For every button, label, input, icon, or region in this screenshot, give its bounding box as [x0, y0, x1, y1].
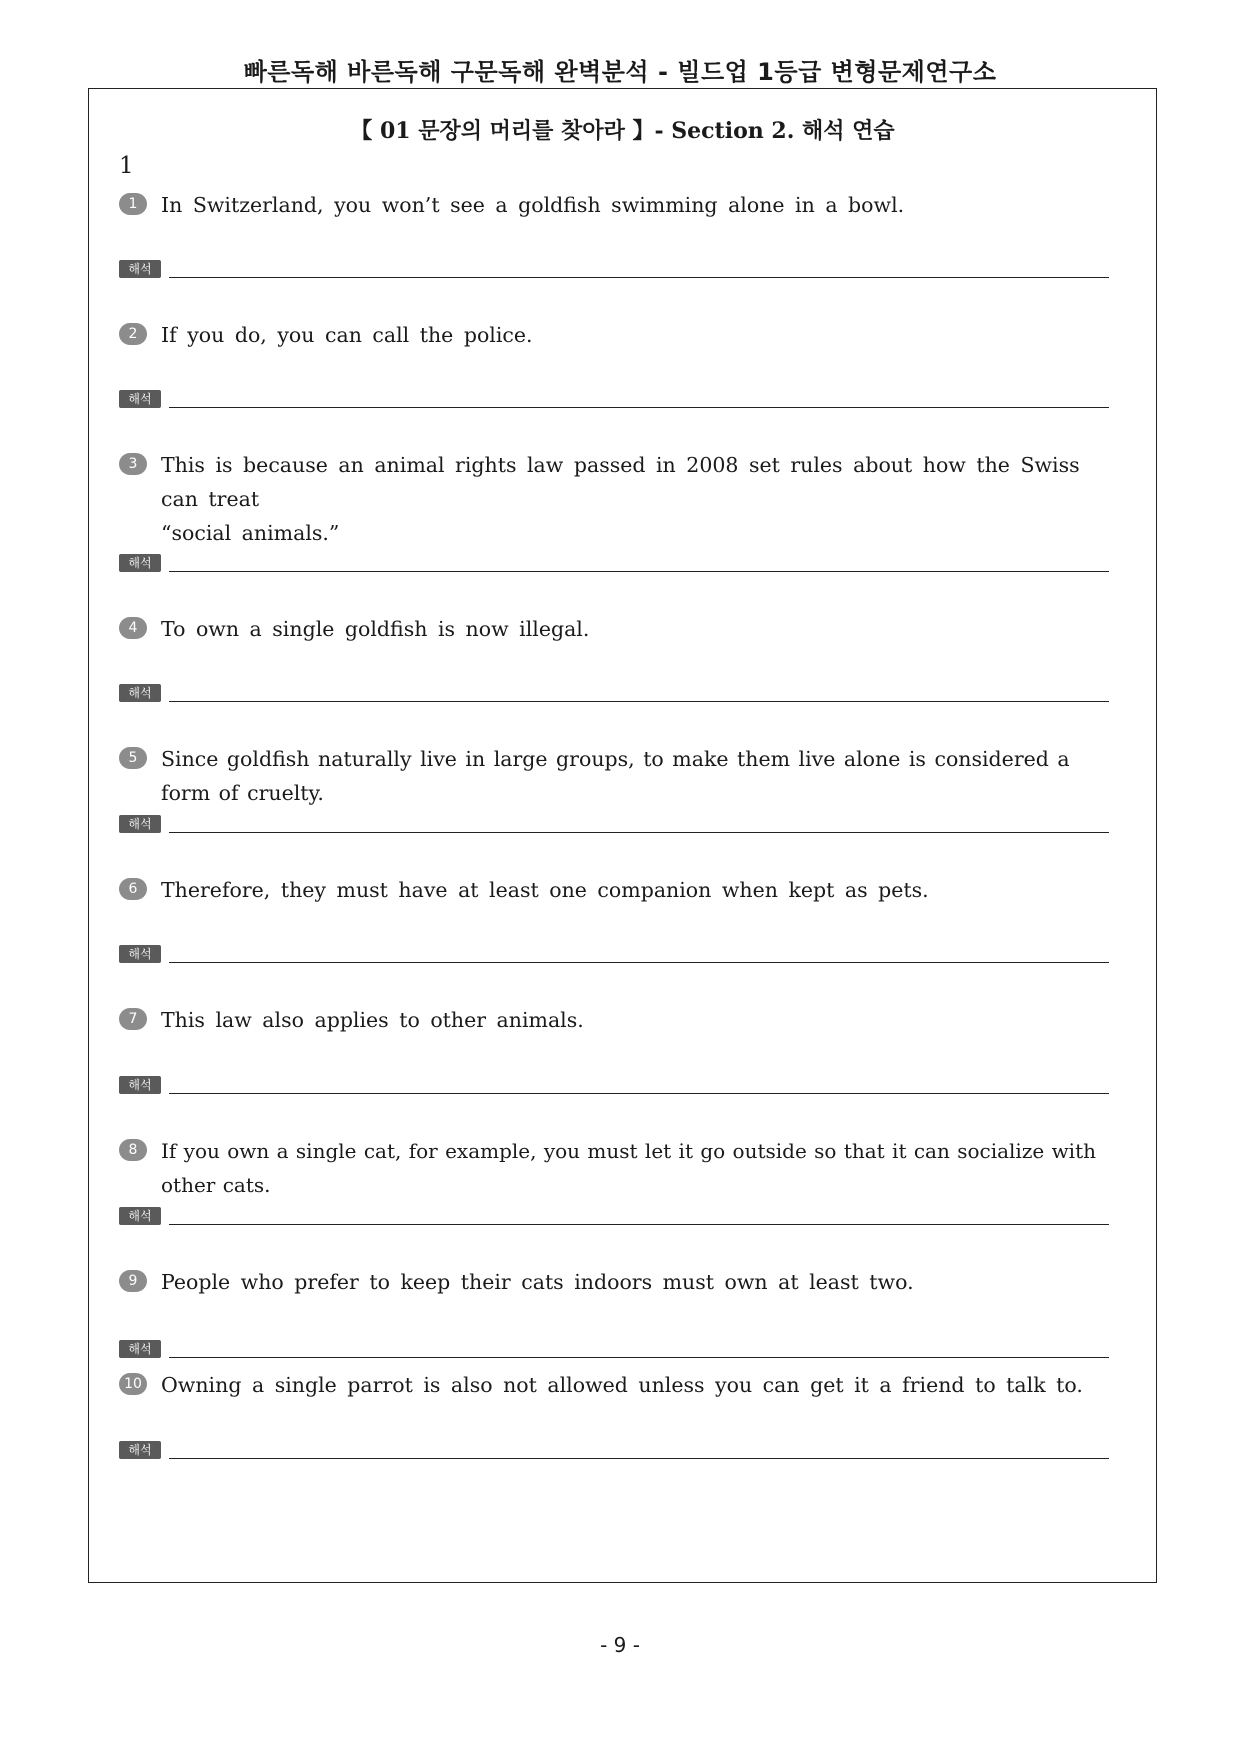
translation-label: 해석 [119, 945, 161, 963]
sentence-item [119, 448, 1119, 550]
sentence-item [119, 1368, 1119, 1402]
sentence-number-badge: 3 [119, 453, 147, 475]
sentence-number-badge: 8 [119, 1139, 147, 1161]
section-title: 【 01 문장의 머리를 찾아라 】- Section 2. 해석 연습 [350, 118, 895, 144]
sentence-text-line-2: “social animals.” [161, 521, 340, 545]
translation-label: 해석 [119, 684, 161, 702]
page-header: 빠른독해 바른독해 구문독해 완벽분석 - 빌드업 1등급 변형문제연구소 [243, 58, 997, 86]
translation-label: 해석 [119, 1340, 161, 1358]
sentence-number-badge: 10 [119, 1373, 147, 1395]
sentence-number-badge: 2 [119, 323, 147, 345]
answer-row [119, 945, 1109, 963]
translation-label: 해석 [119, 260, 161, 278]
translation-label: 해석 [119, 1441, 161, 1459]
sentence-item [119, 742, 1119, 810]
sentence-number-badge: 1 [119, 193, 147, 215]
translation-label: 해석 [119, 1207, 161, 1225]
sentence-item [119, 318, 1119, 352]
question-number: 1 [119, 153, 134, 179]
sentence-item [119, 1265, 1119, 1299]
sentence-text: If you own a single cat, for example, you must let it go outside so that it can socialize with other cats. [161, 1139, 1096, 1197]
translation-answer-line[interactable] [169, 1357, 1109, 1358]
answer-row [119, 1076, 1109, 1094]
sentence-number-badge: 4 [119, 617, 147, 639]
sentence-text-line-1: This is because an animal rights law passed in 2008 set rules about how the Swiss can treat [161, 453, 1080, 511]
sentence-item [119, 188, 1119, 222]
translation-answer-line[interactable] [169, 701, 1109, 702]
sentence-item [119, 1134, 1149, 1202]
answer-row [119, 1441, 1109, 1459]
sentence-number-badge: 5 [119, 747, 147, 769]
translation-answer-line[interactable] [169, 1458, 1109, 1459]
answer-row [119, 1207, 1109, 1225]
translation-answer-line[interactable] [169, 832, 1109, 833]
sentence-number-badge: 9 [119, 1270, 147, 1292]
sentence-text: In Switzerland, you won’t see a goldfish swimming alone in a bowl. [161, 193, 905, 217]
sentence-text: To own a single goldfish is now illegal. [161, 617, 590, 641]
answer-row [119, 390, 1109, 408]
sentence-item [119, 873, 1119, 907]
answer-row [119, 684, 1109, 702]
translation-answer-line[interactable] [169, 277, 1109, 278]
sentence-text: Since goldfish naturally live in large groups, to make them live alone is considered a form of cruelty. [161, 747, 1070, 805]
sentence-text: People who prefer to keep their cats indoors must own at least two. [161, 1270, 914, 1294]
answer-row [119, 815, 1109, 833]
sentence-text: Owning a single parrot is also not allowed unless you can get it a friend to talk to. [161, 1373, 1083, 1397]
worksheet-frame [88, 88, 1157, 1583]
sentence-text: This law also applies to other animals. [161, 1008, 584, 1032]
sentence-text: If you do, you can call the police. [161, 323, 533, 347]
translation-answer-line[interactable] [169, 1093, 1109, 1094]
answer-row [119, 1340, 1109, 1358]
sentence-number-badge: 7 [119, 1008, 147, 1030]
translation-label: 해석 [119, 554, 161, 572]
answer-row [119, 554, 1109, 572]
translation-label: 해석 [119, 390, 161, 408]
sentence-number-badge: 6 [119, 878, 147, 900]
translation-answer-line[interactable] [169, 571, 1109, 572]
sentence-item [119, 612, 1119, 646]
translation-label: 해석 [119, 815, 161, 833]
answer-row [119, 260, 1109, 278]
translation-answer-line[interactable] [169, 407, 1109, 408]
translation-answer-line[interactable] [169, 1224, 1109, 1225]
page-number: - 9 - [600, 1633, 640, 1657]
sentence-text: Therefore, they must have at least one companion when kept as pets. [161, 878, 929, 902]
sentence-item [119, 1003, 1119, 1037]
translation-label: 해석 [119, 1076, 161, 1094]
translation-answer-line[interactable] [169, 962, 1109, 963]
